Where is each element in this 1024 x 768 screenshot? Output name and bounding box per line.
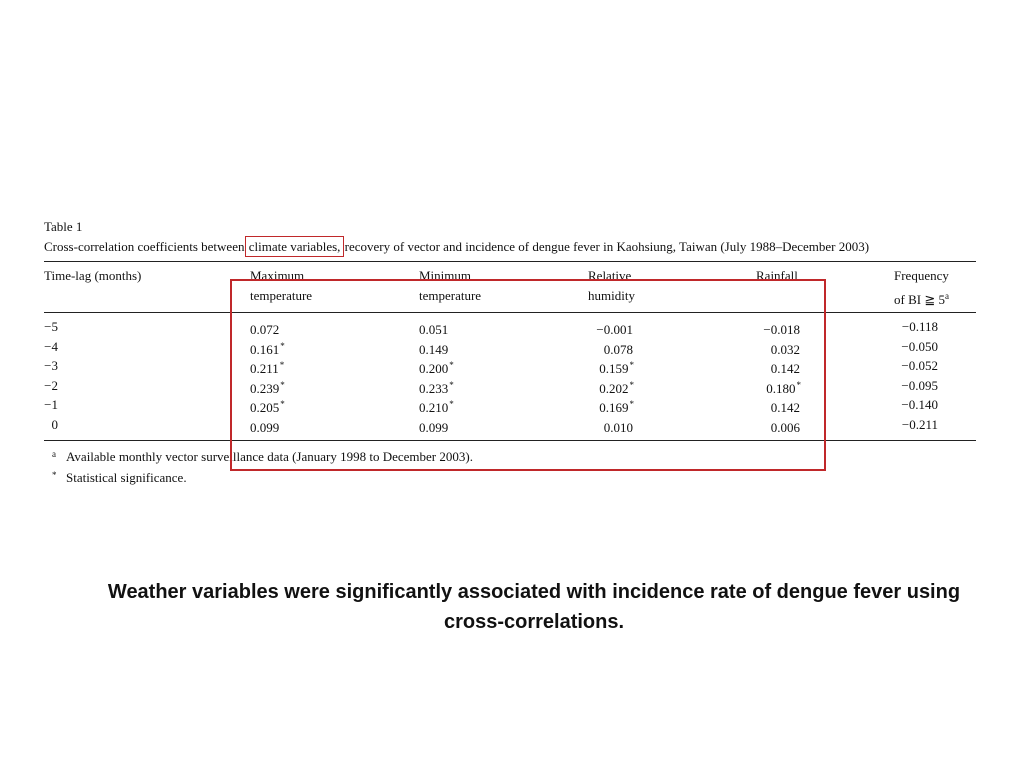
header-max-temp: Maximum temperature bbox=[250, 268, 313, 303]
table-row: −4 0.161* 0.149 0.078 0.032 −0.050 bbox=[44, 338, 938, 357]
summary-text: Weather variables were significantly associated with incidence rate of dengue fever using cross-correlations. bbox=[107, 581, 961, 633]
header-humidity: Relative humidity bbox=[588, 268, 635, 303]
header-rainfall: Rainfall bbox=[756, 268, 798, 283]
table-row: −2 0.239* 0.233* 0.202* 0.180* −0.095 bbox=[44, 377, 938, 396]
table-row: −1 0.205* 0.210* 0.169* 0.142 −0.140 bbox=[44, 397, 938, 415]
table-row: −3 0.211* 0.200* 0.159* 0.142 −0.052 bbox=[44, 358, 938, 376]
table-row: −5 0.072 0.051 −0.001 −0.018 −0.118 bbox=[44, 319, 938, 337]
header-time-lag: Time-lag (months) bbox=[44, 268, 142, 283]
table-label: Table 1 bbox=[44, 219, 83, 234]
caption-start: Cross-correlation coefficients between bbox=[44, 239, 248, 254]
footnote-a: a Available monthly vector surveillance data (January 1998 to December 2003). bbox=[52, 449, 473, 464]
header-min-temp: Minimum temperature bbox=[419, 268, 482, 303]
caption-end: recovery of vector and incidence of dengue fever in Kaohsiung, Taiwan (July 1988–December 2003) bbox=[341, 239, 870, 254]
caption-highlight: climate variables, bbox=[248, 239, 341, 254]
footnote-significance: * Statistical significance. bbox=[52, 470, 187, 485]
table-caption bbox=[44, 237, 976, 257]
table-row: 0 0.099 0.099 0.010 0.006 −0.211 bbox=[51, 416, 938, 435]
header-frequency-bi: Frequency of BI ≧ 5$^a$ bbox=[894, 268, 949, 307]
highlight-box bbox=[230, 279, 826, 471]
